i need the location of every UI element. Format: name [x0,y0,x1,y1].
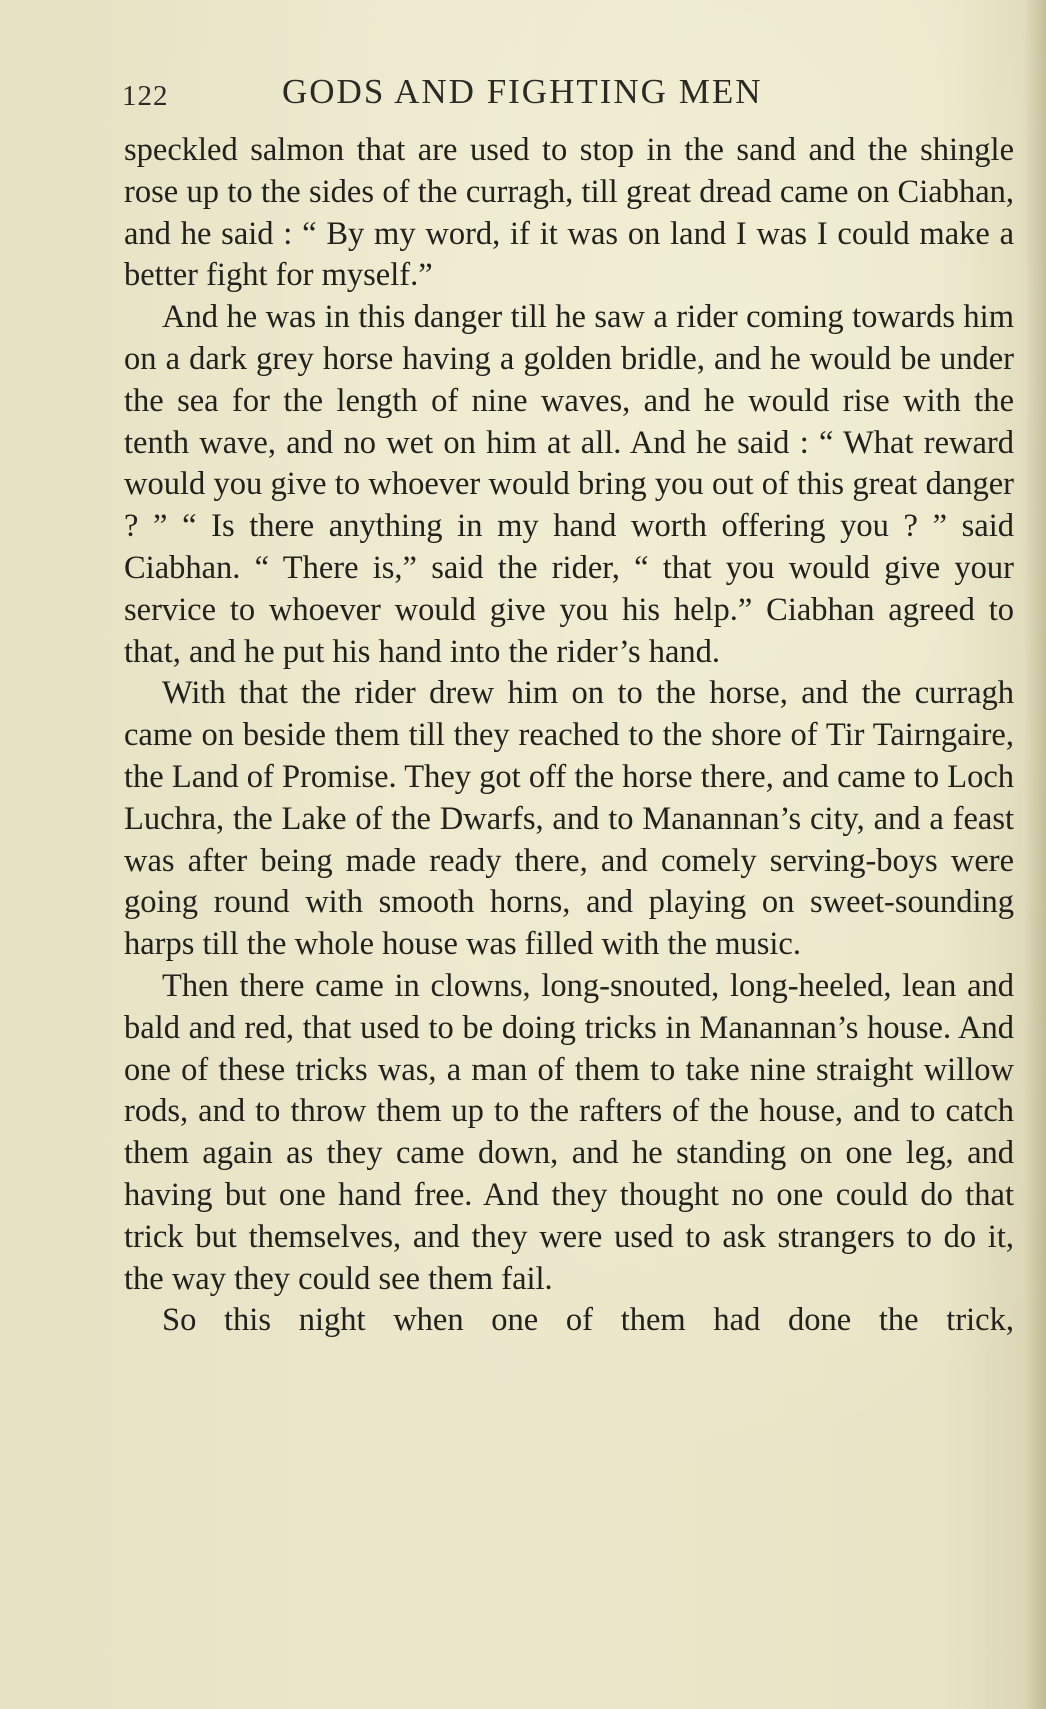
page-edge-shadow [1024,0,1046,1709]
paragraph: Then there came in clowns, long-snouted, long-heeled, lean and bald and red, that used to be doing tricks in Manannan’s house. And one of these tricks was, a man of them to take nine straight willow rods, and to throw them up to the rafters of the house, and to catch them again as they came down, and he standing on one leg, and having but one hand free. And they thought no one could do that trick but themselves, and they were used to ask strangers to do it, the way they could see them fail. [124,967,1014,1297]
paragraph: With that the rider drew him on to the horse, and the curragh came on beside them till they reached to the shore of Tir Tairngaire, the Land of Promise. They got off the horse there, and came to Loch Luchra, the Lake of the Dwarfs, and to Manannan’s city, and a feast was after being made ready there, and comely serving-boys were going round with smooth horns, and playing on sweet-sounding harps till the whole house was filled with the music. [124,675,1014,963]
paragraph: And he was in this danger till he saw a rider coming towards him on a dark grey horse having a golden bridle, and he would be under the sea for the length of nine waves, and he would rise with the tenth wave, and no wet on him at all. And he said : “ What reward would you give to whoever would bring you out of this great danger ? ” “ Is there anything in my hand worth offering you ? ” said Ciabhan. “ There is,” said the rider, “ that you would give your service to whoever would give you his help.” Ciabhan agreed to that, and he put his hand into the rider’s hand. [124,299,1014,670]
body-text [124,130,1014,1342]
page-number: 122 [122,80,169,112]
paragraph: So this night when one of them had done the trick, [162,1302,1014,1339]
paragraph: speckled salmon that are used to stop in the sand and the shingle rose up to the sides of the curragh, till great dread came on Ciabhan, and he said : “ By my word, if it was on land I was I could make a better fight for myself.” [124,132,1014,294]
running-head: GODS AND FIGHTING MEN [282,72,763,111]
page-header [122,72,962,122]
